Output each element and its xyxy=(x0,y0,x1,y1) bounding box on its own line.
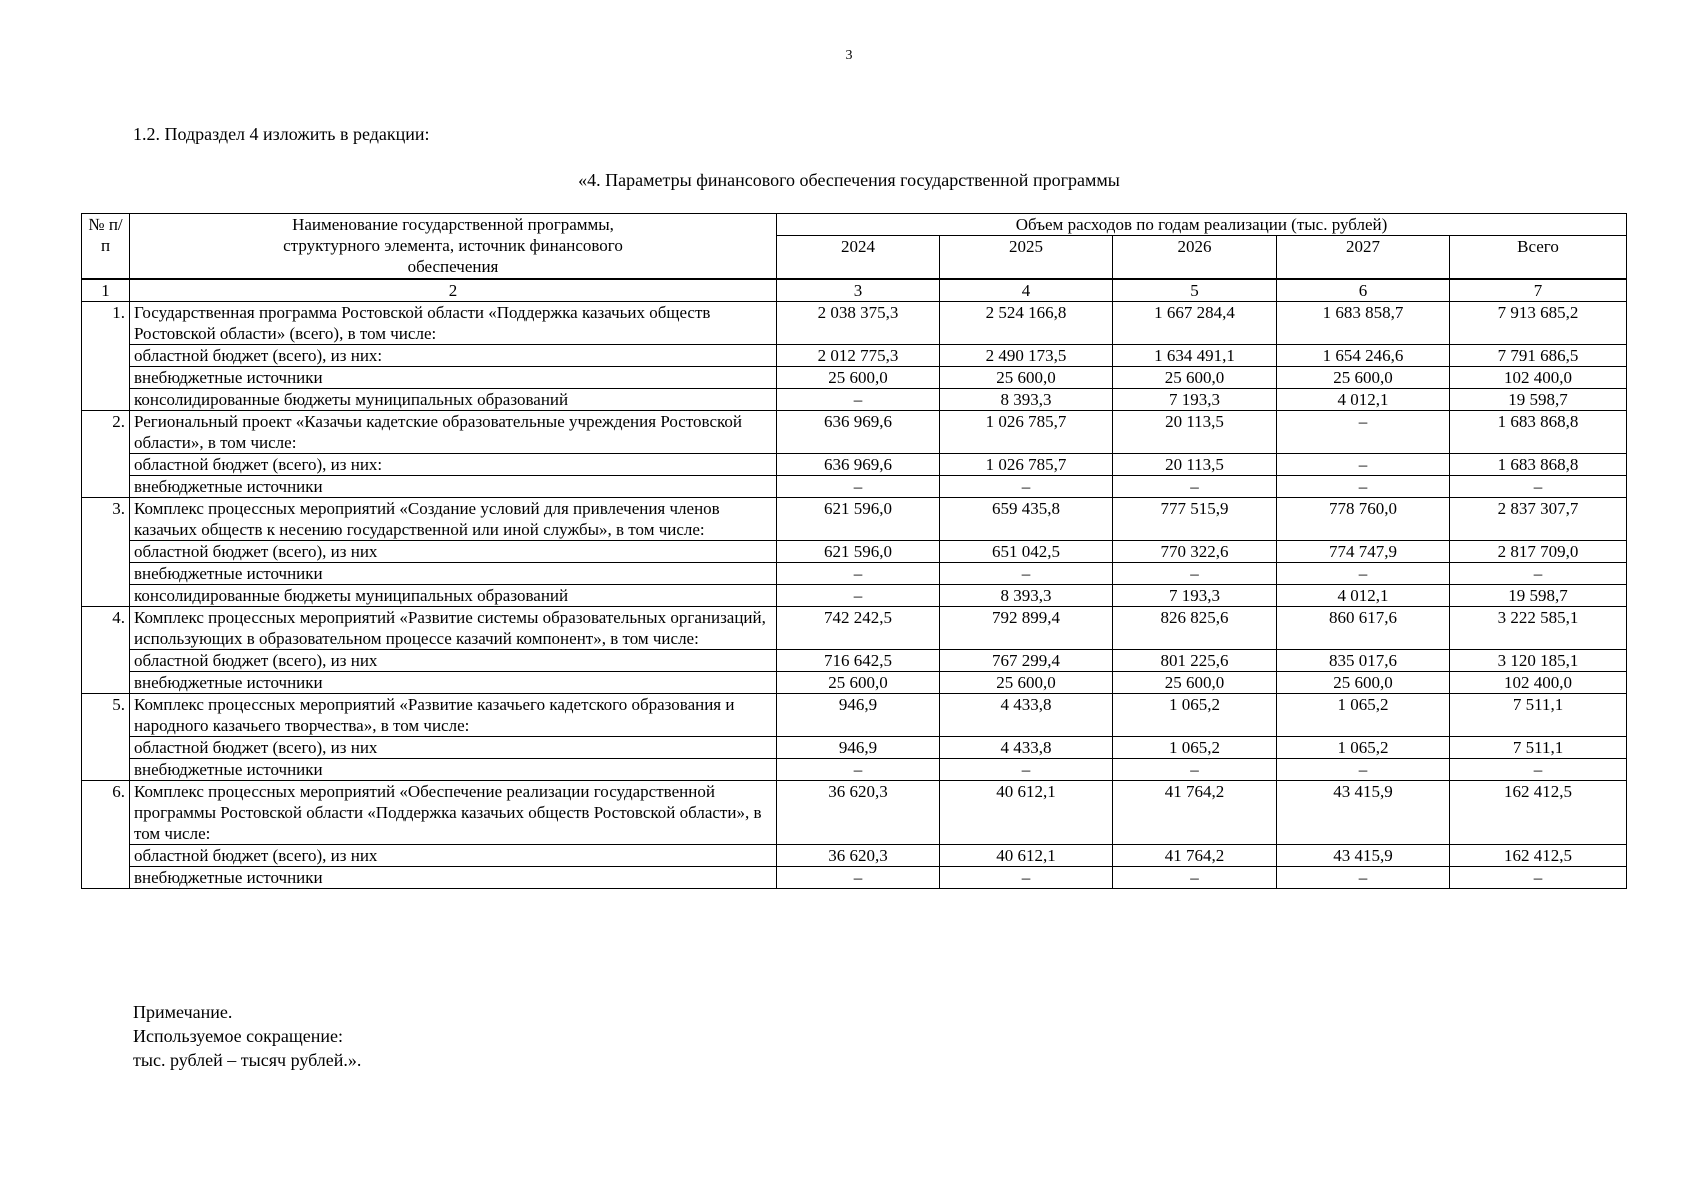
row-name: внебюджетные источники xyxy=(130,367,777,389)
cell-value: 742 242,5 xyxy=(777,607,940,650)
cell-value: 4 012,1 xyxy=(1277,585,1450,607)
cell-value: 40 612,1 xyxy=(940,845,1113,867)
cell-value: 792 899,4 xyxy=(940,607,1113,650)
cell-value: – xyxy=(777,389,940,411)
row-number: 6. xyxy=(82,781,130,889)
cell-value: – xyxy=(1277,759,1450,781)
cell-value: – xyxy=(940,867,1113,889)
cell-total: 7 511,1 xyxy=(1450,737,1627,759)
cell-value: 8 393,3 xyxy=(940,389,1113,411)
header-year: 2024 xyxy=(777,236,940,280)
cell-total: 19 598,7 xyxy=(1450,585,1627,607)
row-name: внебюджетные источники xyxy=(130,759,777,781)
cell-total: 7 913 685,2 xyxy=(1450,302,1627,345)
table-row xyxy=(82,367,1627,389)
row-name: Комплекс процессных мероприятий «Создание условий для привлечения членов казачьих обществ к несению государственной или иной службы», в том числе: xyxy=(130,498,777,541)
header-group: Объем расходов по годам реализации (тыс. рублей) xyxy=(777,214,1627,236)
row-number: 2. xyxy=(82,411,130,498)
cell-value: – xyxy=(1277,563,1450,585)
cell-value: – xyxy=(940,759,1113,781)
header-year: 2026 xyxy=(1113,236,1277,280)
column-number: 7 xyxy=(1450,279,1627,302)
cell-value: 777 515,9 xyxy=(1113,498,1277,541)
table-body xyxy=(82,279,1627,889)
cell-value: 1 683 858,7 xyxy=(1277,302,1450,345)
column-numbers-row xyxy=(82,279,1627,302)
table-row xyxy=(82,672,1627,694)
column-number: 5 xyxy=(1113,279,1277,302)
cell-value: – xyxy=(1277,411,1450,454)
cell-value: 25 600,0 xyxy=(1113,367,1277,389)
cell-value: 25 600,0 xyxy=(940,672,1113,694)
cell-value: 826 825,6 xyxy=(1113,607,1277,650)
table-row xyxy=(82,476,1627,498)
cell-value: 659 435,8 xyxy=(940,498,1113,541)
cell-value: – xyxy=(1113,476,1277,498)
cell-total: 162 412,5 xyxy=(1450,781,1627,845)
cell-value: 25 600,0 xyxy=(1277,367,1450,389)
row-name: внебюджетные источники xyxy=(130,476,777,498)
cell-value: 43 415,9 xyxy=(1277,781,1450,845)
cell-value: – xyxy=(1277,476,1450,498)
cell-value: 946,9 xyxy=(777,694,940,737)
table-row xyxy=(82,845,1627,867)
cell-value: – xyxy=(1277,454,1450,476)
row-name: Комплекс процессных мероприятий «Развитие казачьего кадетского образования и народного казачьего творчества», в том числе: xyxy=(130,694,777,737)
cell-value: 25 600,0 xyxy=(940,367,1113,389)
row-name: областной бюджет (всего), из них xyxy=(130,737,777,759)
cell-total: – xyxy=(1450,759,1627,781)
cell-value: 25 600,0 xyxy=(1113,672,1277,694)
column-number: 2 xyxy=(130,279,777,302)
cell-total: 7 791 686,5 xyxy=(1450,345,1627,367)
header-year: 2025 xyxy=(940,236,1113,280)
cell-value: 636 969,6 xyxy=(777,454,940,476)
row-name: Комплекс процессных мероприятий «Обеспечение реализации государственной программы Ростовской области «Поддержка казачьих обществ Ростовской области», в том числе: xyxy=(130,781,777,845)
table-row xyxy=(82,737,1627,759)
cell-total: 2 837 307,7 xyxy=(1450,498,1627,541)
cell-total: – xyxy=(1450,563,1627,585)
cell-value: – xyxy=(777,867,940,889)
cell-value: 774 747,9 xyxy=(1277,541,1450,563)
row-name: областной бюджет (всего), из них: xyxy=(130,345,777,367)
row-name: областной бюджет (всего), из них xyxy=(130,650,777,672)
cell-value: 2 524 166,8 xyxy=(940,302,1113,345)
footnote-title: Примечание. xyxy=(133,1002,233,1022)
footnote-abbrev: тыс. рублей – тысяч рублей.». xyxy=(133,1050,362,1070)
cell-value: 1 634 491,1 xyxy=(1113,345,1277,367)
cell-value: – xyxy=(1113,563,1277,585)
row-name: Государственная программа Ростовской области «Поддержка казачьих обществ Ростовской области» (всего), в том числе: xyxy=(130,302,777,345)
cell-value: 7 193,3 xyxy=(1113,389,1277,411)
table-row xyxy=(82,607,1627,650)
table-row xyxy=(82,302,1627,345)
table-row xyxy=(82,389,1627,411)
column-number: 6 xyxy=(1277,279,1450,302)
cell-value: – xyxy=(940,563,1113,585)
cell-value: 860 617,6 xyxy=(1277,607,1450,650)
cell-value: 20 113,5 xyxy=(1113,454,1277,476)
cell-value: – xyxy=(1277,867,1450,889)
table-row xyxy=(82,867,1627,889)
table-row xyxy=(82,345,1627,367)
cell-value: 1 026 785,7 xyxy=(940,454,1113,476)
cell-total: 3 222 585,1 xyxy=(1450,607,1627,650)
column-number: 3 xyxy=(777,279,940,302)
section-title: «4. Параметры финансового обеспечения государственной программы xyxy=(578,170,1120,190)
column-number: 4 xyxy=(940,279,1113,302)
cell-value: 801 225,6 xyxy=(1113,650,1277,672)
cell-total: – xyxy=(1450,867,1627,889)
row-name: областной бюджет (всего), из них xyxy=(130,541,777,563)
cell-value: 621 596,0 xyxy=(777,541,940,563)
header-year: 2027 xyxy=(1277,236,1450,280)
header-num: № п/п xyxy=(82,214,130,280)
cell-value: – xyxy=(777,476,940,498)
cell-value: 636 969,6 xyxy=(777,411,940,454)
cell-total: 102 400,0 xyxy=(1450,672,1627,694)
table-row xyxy=(82,563,1627,585)
table-row xyxy=(82,541,1627,563)
cell-total: 102 400,0 xyxy=(1450,367,1627,389)
cell-total: 162 412,5 xyxy=(1450,845,1627,867)
cell-value: 4 012,1 xyxy=(1277,389,1450,411)
cell-value: 25 600,0 xyxy=(777,367,940,389)
footnote xyxy=(133,1000,361,1072)
table-row xyxy=(82,411,1627,454)
row-name: внебюджетные источники xyxy=(130,563,777,585)
cell-value: 778 760,0 xyxy=(1277,498,1450,541)
cell-value: – xyxy=(777,759,940,781)
cell-value: 20 113,5 xyxy=(1113,411,1277,454)
cell-total: – xyxy=(1450,476,1627,498)
table-row xyxy=(82,454,1627,476)
cell-value: – xyxy=(1113,867,1277,889)
cell-total: 2 817 709,0 xyxy=(1450,541,1627,563)
cell-value: 2 012 775,3 xyxy=(777,345,940,367)
cell-total: 1 683 868,8 xyxy=(1450,411,1627,454)
cell-value: – xyxy=(1113,759,1277,781)
cell-total: 1 683 868,8 xyxy=(1450,454,1627,476)
row-name: областной бюджет (всего), из них xyxy=(130,845,777,867)
intro-text: 1.2. Подраздел 4 изложить в редакции: xyxy=(133,124,430,144)
header-name: Наименование государственной программы, структурного элемента, источник финансового обеспечения xyxy=(130,214,777,280)
cell-value: 25 600,0 xyxy=(1277,672,1450,694)
cell-value: 4 433,8 xyxy=(940,737,1113,759)
cell-value: 1 065,2 xyxy=(1113,737,1277,759)
cell-value: 4 433,8 xyxy=(940,694,1113,737)
row-number: 3. xyxy=(82,498,130,607)
cell-value: 1 065,2 xyxy=(1113,694,1277,737)
row-name: внебюджетные источники xyxy=(130,672,777,694)
cell-value: 8 393,3 xyxy=(940,585,1113,607)
cell-value: 7 193,3 xyxy=(1113,585,1277,607)
cell-value: 651 042,5 xyxy=(940,541,1113,563)
table-row xyxy=(82,759,1627,781)
table-row xyxy=(82,781,1627,845)
cell-value: 1 667 284,4 xyxy=(1113,302,1277,345)
cell-total: 3 120 185,1 xyxy=(1450,650,1627,672)
cell-value: 40 612,1 xyxy=(940,781,1113,845)
table-row xyxy=(82,650,1627,672)
cell-value: 25 600,0 xyxy=(777,672,940,694)
cell-value: 1 026 785,7 xyxy=(940,411,1113,454)
cell-value: 2 490 173,5 xyxy=(940,345,1113,367)
column-number: 1 xyxy=(82,279,130,302)
cell-value: 770 322,6 xyxy=(1113,541,1277,563)
cell-value: 767 299,4 xyxy=(940,650,1113,672)
header-total: Всего xyxy=(1450,236,1627,280)
cell-value: – xyxy=(777,563,940,585)
row-number: 5. xyxy=(82,694,130,781)
page-number: 3 xyxy=(845,48,853,63)
cell-value: 716 642,5 xyxy=(777,650,940,672)
footnote-abbrev-label: Используемое сокращение: xyxy=(133,1026,343,1046)
row-number: 1. xyxy=(82,302,130,411)
row-name: Региональный проект «Казачьи кадетские образовательные учреждения Ростовской области», в том числе: xyxy=(130,411,777,454)
cell-total: 19 598,7 xyxy=(1450,389,1627,411)
cell-value: 36 620,3 xyxy=(777,781,940,845)
cell-value: 2 038 375,3 xyxy=(777,302,940,345)
row-name: консолидированные бюджеты муниципальных образований xyxy=(130,389,777,411)
cell-value: 946,9 xyxy=(777,737,940,759)
cell-value: – xyxy=(777,585,940,607)
row-name: Комплекс процессных мероприятий «Развитие системы образовательных организаций, использующих в образовательном процессе казачий компонент», в том числе: xyxy=(130,607,777,650)
cell-value: 41 764,2 xyxy=(1113,845,1277,867)
cell-value: 43 415,9 xyxy=(1277,845,1450,867)
row-number: 4. xyxy=(82,607,130,694)
table-row xyxy=(82,498,1627,541)
table-row xyxy=(82,585,1627,607)
row-name: внебюджетные источники xyxy=(130,867,777,889)
cell-total: 7 511,1 xyxy=(1450,694,1627,737)
row-name: областной бюджет (всего), из них: xyxy=(130,454,777,476)
cell-value: 835 017,6 xyxy=(1277,650,1450,672)
cell-value: 1 654 246,6 xyxy=(1277,345,1450,367)
cell-value: 36 620,3 xyxy=(777,845,940,867)
cell-value: 1 065,2 xyxy=(1277,694,1450,737)
table-row xyxy=(82,694,1627,737)
cell-value: – xyxy=(940,476,1113,498)
row-name: консолидированные бюджеты муниципальных образований xyxy=(130,585,777,607)
financing-table xyxy=(81,213,1627,889)
cell-value: 1 065,2 xyxy=(1277,737,1450,759)
cell-value: 621 596,0 xyxy=(777,498,940,541)
cell-value: 41 764,2 xyxy=(1113,781,1277,845)
